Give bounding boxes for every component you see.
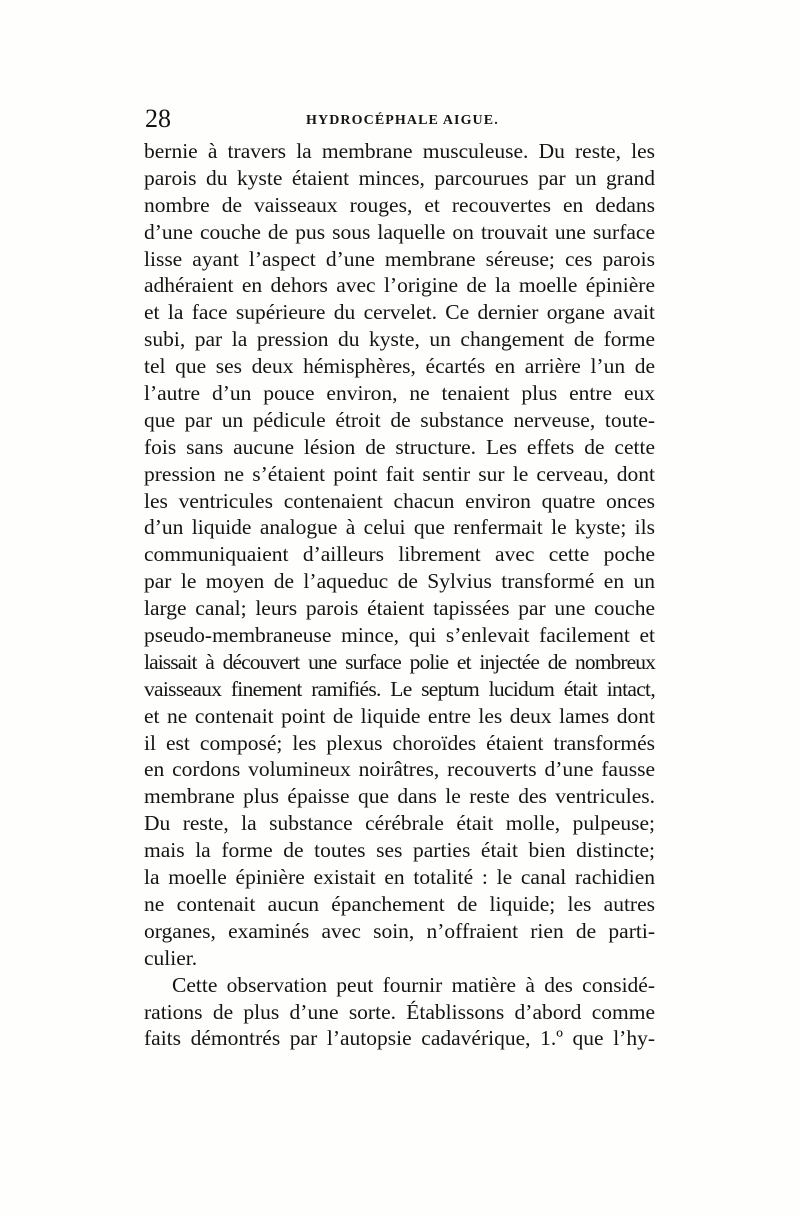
text-line: ne contenait aucun épanchement de liquide; les autres	[144, 891, 655, 916]
text-line: Cette observation peut fournir matière à des considé-	[172, 972, 655, 997]
text-line: les ventricules contenaient chacun environ quatre onces	[144, 488, 655, 513]
text-line: culier.	[144, 945, 198, 970]
text-line: pseudo-membraneuse mince, qui s’enlevait facilement et	[144, 623, 655, 648]
text-line: mais la forme de toutes ses parties était bien distincte;	[144, 838, 655, 863]
text-line: membrane plus épaisse que dans le reste des ventricules.	[144, 784, 655, 809]
text-line: communiquaient d’ailleurs librement avec cette poche	[144, 542, 655, 567]
text-line: Du reste, la substance cérébrale était molle, pulpeuse;	[144, 811, 655, 836]
text-line: que par un pédicule étroit de substance nerveuse, toute-	[144, 407, 655, 432]
text-line: adhéraient en dehors avec l’origine de la moelle épinière	[144, 273, 655, 298]
text-line: nombre de vaisseaux rouges, et recouvertes en dedans	[144, 192, 655, 217]
text-line: par le moyen de l’aqueduc de Sylvius transformé en un	[144, 569, 655, 594]
page-number: 28	[145, 104, 171, 133]
text-line: tel que ses deux hémisphères, écartés en arrière l’un de	[144, 354, 655, 379]
running-head: HYDROCÉPHALE AIGUE.	[306, 113, 499, 128]
text-line: bernie à travers la membrane musculeuse. Du reste, les	[144, 139, 655, 163]
text-line: d’une couche de pus sous laquelle on trouvait une surface	[144, 219, 655, 244]
text-line: il est composé; les plexus choroïdes étaient transformés	[144, 730, 655, 755]
text-line: rations de plus d’une sorte. Établissons d’abord comme	[144, 999, 655, 1024]
text-line: en cordons volumineux noirâtres, recouverts d’une fausse	[144, 757, 655, 782]
text-line: l’autre d’un pouce environ, ne tenaient plus entre eux	[144, 381, 655, 406]
text-line: et la face supérieure du cervelet. Ce dernier organe avait	[144, 300, 655, 325]
text-line: fois sans aucune lésion de structure. Les effets de cette	[144, 434, 655, 459]
text-line: la moelle épinière existait en totalité : le canal rachidien	[144, 865, 655, 890]
text-line: et ne contenait point de liquide entre les deux lames dont	[144, 703, 655, 728]
text-line: parois du kyste étaient minces, parcourues par un grand	[144, 165, 655, 190]
body-text	[144, 138, 655, 1052]
text-line: subi, par la pression du kyste, un changement de forme	[144, 327, 655, 352]
text-line: d’un liquide analogue à celui que renfermait le kyste; ils	[144, 515, 655, 540]
text-line: pression ne s’étaient point fait sentir sur le cerveau, dont	[144, 461, 655, 486]
page-header	[145, 103, 665, 135]
text-line: laissait à découvert une surface polie et injectée de nombreux	[144, 649, 655, 674]
text-line: faits démontrés par l’autopsie cadavérique, 1.º que l’hy-	[144, 1026, 655, 1051]
text-line: large canal; leurs parois étaient tapissées par une couche	[144, 596, 655, 621]
text-line: vaisseaux finement ramifiés. Le septum lucidum était intact,	[144, 676, 655, 701]
text-line: organes, examinés avec soin, n’offraient rien de parti-	[144, 918, 655, 943]
text-line: lisse ayant l’aspect d’une membrane séreuse; ces parois	[144, 246, 655, 271]
